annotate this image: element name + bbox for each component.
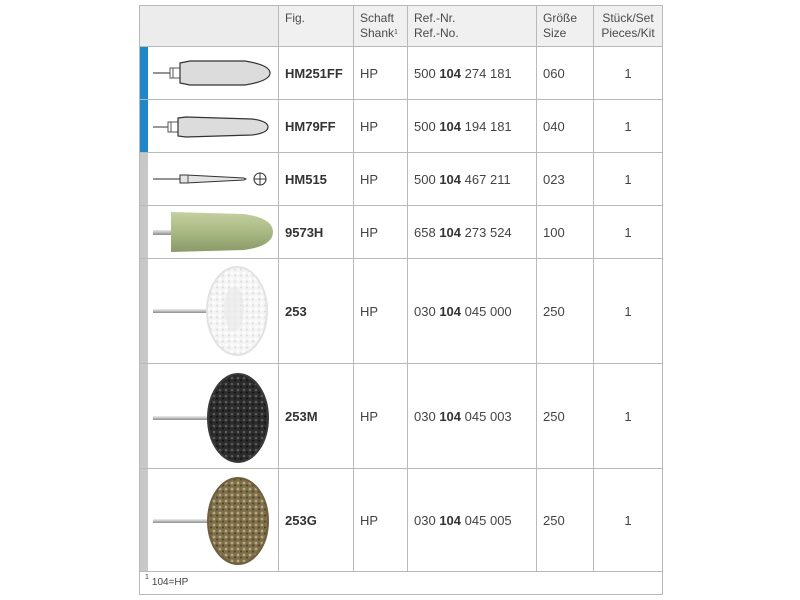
needle-carbide-bur-icon <box>140 153 279 205</box>
qty-label: 1 <box>624 118 632 134</box>
shank-label: HP <box>360 512 379 528</box>
ref-cell <box>408 47 537 99</box>
ref-cell <box>408 206 537 258</box>
product-image-cell <box>140 47 279 99</box>
ref-suffix: 045 000 <box>464 303 512 319</box>
header-shank-de: Schaft <box>360 11 395 25</box>
ref-shank-code: 104 <box>439 512 462 528</box>
qty-cell <box>594 100 662 152</box>
ref-suffix: 194 181 <box>464 118 512 134</box>
qty-label: 1 <box>624 512 632 528</box>
ref-shank-code: 104 <box>439 65 462 81</box>
fig-label: 253G <box>285 512 317 528</box>
shank-label: HP <box>360 303 379 319</box>
shank-label: HP <box>360 224 379 240</box>
size-label: 040 <box>543 118 565 134</box>
qty-cell <box>594 206 662 258</box>
size-label: 060 <box>543 65 565 81</box>
header-qty <box>594 6 662 46</box>
ref-suffix: 274 181 <box>464 65 512 81</box>
table-row <box>140 100 662 153</box>
product-image-cell <box>140 364 279 468</box>
size-cell <box>537 153 594 205</box>
footnote-text: 104=HP <box>151 577 189 588</box>
ref-suffix: 467 211 <box>464 171 511 187</box>
product-table <box>139 5 663 595</box>
fig-cell <box>279 206 354 258</box>
qty-cell <box>594 153 662 205</box>
size-cell <box>537 259 594 363</box>
footnote-mark: 1 <box>145 574 149 581</box>
qty-cell <box>594 469 662 571</box>
table-row <box>140 364 662 469</box>
header-ref <box>408 6 537 46</box>
ref-shank-code: 104 <box>439 303 462 319</box>
ref-prefix: 658 <box>414 224 436 240</box>
fig-cell <box>279 259 354 363</box>
shank-label: HP <box>360 171 379 187</box>
product-image-cell <box>140 206 279 258</box>
fig-label: 9573H <box>285 224 324 240</box>
shank-label: HP <box>360 408 379 424</box>
ref-shank-code: 104 <box>439 118 462 134</box>
green-polisher-icon <box>140 206 279 258</box>
table-header <box>140 6 662 47</box>
cone-carbide-bur-icon <box>140 47 279 99</box>
shank-cell <box>354 153 408 205</box>
ref-shank-code: 104 <box>439 171 462 187</box>
ref-suffix: 045 005 <box>464 512 512 528</box>
header-image-cell <box>140 6 279 46</box>
ref-cell <box>408 153 537 205</box>
header-ref-de: Ref.-Nr. <box>414 11 456 25</box>
header-shank-footnote-mark: 1 <box>394 29 398 36</box>
fig-label: HM251FF <box>285 65 343 81</box>
header-fig-label: Fig. <box>285 11 306 25</box>
size-cell <box>537 206 594 258</box>
table-row <box>140 259 662 364</box>
shank-cell <box>354 259 408 363</box>
size-cell <box>537 364 594 468</box>
ref-shank-code: 104 <box>439 408 462 424</box>
fig-cell <box>279 100 354 152</box>
fig-label: HM515 <box>285 171 327 187</box>
ref-cell <box>408 469 537 571</box>
ref-prefix: 500 <box>414 65 436 81</box>
product-image-cell <box>140 259 279 363</box>
size-label: 100 <box>543 224 565 240</box>
footnote <box>140 572 662 594</box>
ref-suffix: 273 524 <box>464 224 512 240</box>
ref-shank-code: 104 <box>439 224 462 240</box>
fig-label: HM79FF <box>285 118 336 134</box>
header-size <box>537 6 594 46</box>
ref-prefix: 030 <box>414 408 436 424</box>
size-label: 023 <box>543 171 565 187</box>
header-size-de: Größe <box>543 11 578 25</box>
header-size-en: Size <box>543 26 567 40</box>
tapered-carbide-bur-icon <box>140 100 279 152</box>
qty-label: 1 <box>624 303 632 319</box>
fig-cell <box>279 47 354 99</box>
size-cell <box>537 469 594 571</box>
table-row <box>140 153 662 206</box>
size-cell <box>537 47 594 99</box>
shank-cell <box>354 100 408 152</box>
table-row <box>140 469 662 572</box>
qty-cell <box>594 364 662 468</box>
fig-cell <box>279 469 354 571</box>
size-label: 250 <box>543 512 565 528</box>
ref-prefix: 500 <box>414 118 436 134</box>
fig-label: 253M <box>285 408 318 424</box>
white-fleece-wheel-icon <box>140 259 279 363</box>
shank-cell <box>354 469 408 571</box>
size-cell <box>537 100 594 152</box>
shank-cell <box>354 206 408 258</box>
header-qty-en: Pieces/Kit <box>601 26 655 40</box>
shank-cell <box>354 364 408 468</box>
fig-cell <box>279 364 354 468</box>
header-shank <box>354 6 408 46</box>
shank-label: HP <box>360 65 379 81</box>
product-image-cell <box>140 469 279 571</box>
fig-cell <box>279 153 354 205</box>
ref-cell <box>408 100 537 152</box>
black-fleece-wheel-icon <box>140 364 279 468</box>
bronze-fleece-wheel-icon <box>140 469 279 571</box>
ref-prefix: 030 <box>414 512 436 528</box>
qty-cell <box>594 259 662 363</box>
ref-prefix: 500 <box>414 171 436 187</box>
qty-label: 1 <box>624 171 632 187</box>
shank-label: HP <box>360 118 379 134</box>
header-shank-en: Shank <box>360 26 395 40</box>
size-label: 250 <box>543 408 565 424</box>
header-qty-de: Stück/Set <box>602 11 654 25</box>
product-image-cell <box>140 100 279 152</box>
ref-prefix: 030 <box>414 303 436 319</box>
ref-cell <box>408 364 537 468</box>
table-row <box>140 47 662 100</box>
qty-label: 1 <box>624 224 632 240</box>
qty-label: 1 <box>624 408 632 424</box>
qty-cell <box>594 47 662 99</box>
header-ref-en: Ref.-No. <box>414 26 459 40</box>
shank-cell <box>354 47 408 99</box>
table-row <box>140 206 662 259</box>
ref-suffix: 045 003 <box>464 408 512 424</box>
ref-cell <box>408 259 537 363</box>
size-label: 250 <box>543 303 565 319</box>
product-image-cell <box>140 153 279 205</box>
header-fig <box>279 6 354 46</box>
fig-label: 253 <box>285 303 307 319</box>
qty-label: 1 <box>624 65 632 81</box>
